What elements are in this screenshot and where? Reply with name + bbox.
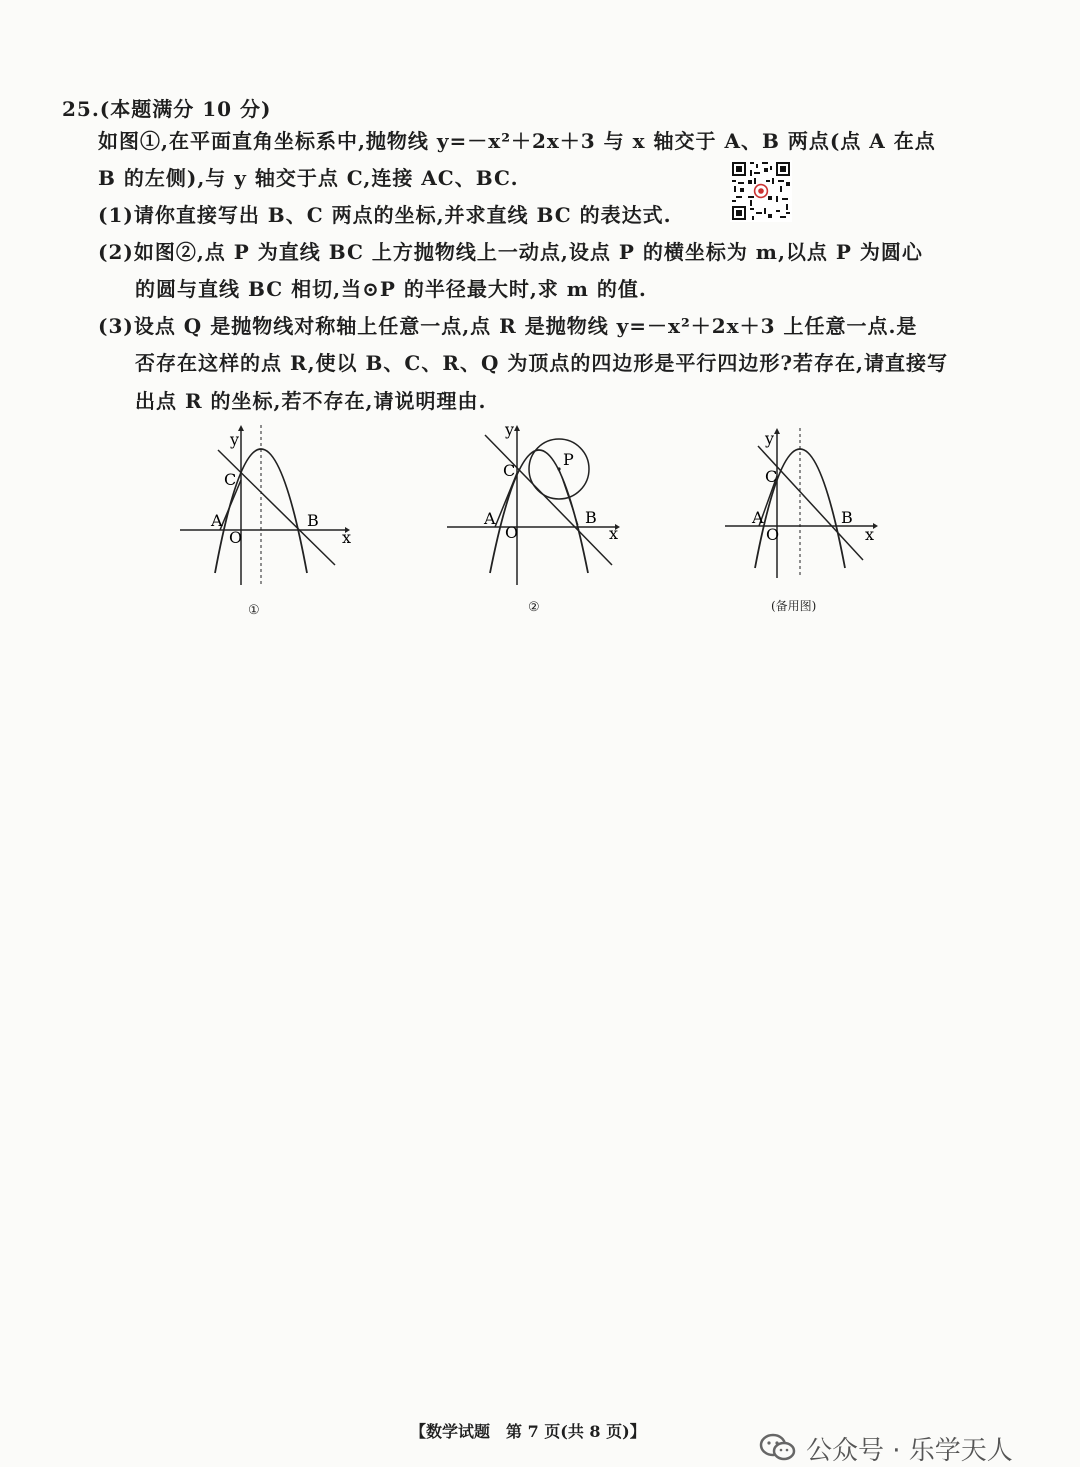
label-y: y bbox=[230, 430, 240, 449]
question-part-1: (1)请你直接写出 B、C 两点的坐标,并求直线 BC 的表达式. bbox=[98, 203, 672, 227]
label-c: C bbox=[224, 470, 237, 489]
label-b: B bbox=[307, 511, 319, 530]
watermark-text: 公众号 · 乐学天人 bbox=[806, 1436, 1013, 1466]
label-p: P bbox=[563, 450, 574, 469]
radius-line bbox=[559, 469, 578, 525]
page-footer: 【数学试题 第 7 页(共 8 页)】 bbox=[410, 1422, 646, 1441]
figure-2 bbox=[447, 420, 622, 585]
label-y: y bbox=[505, 420, 515, 439]
wechat-icon bbox=[758, 1432, 798, 1462]
label-o: O bbox=[229, 528, 243, 547]
label-o: O bbox=[766, 525, 780, 544]
label-o: O bbox=[505, 523, 519, 542]
line-ac bbox=[495, 473, 517, 527]
question-header: 25.(本题满分 10 分) bbox=[62, 97, 272, 121]
label-a: A bbox=[211, 511, 223, 530]
label-c: C bbox=[765, 467, 778, 486]
figure-1 bbox=[180, 425, 350, 585]
question-intro-line-1: 如图①,在平面直角坐标系中,抛物线 y=－x²＋2x＋3 与 x 轴交于 A、B 两点(点 A 在点 bbox=[98, 129, 936, 153]
line-bc bbox=[218, 450, 335, 565]
label-b: B bbox=[585, 508, 597, 527]
question-part-3-line-3: 出点 R 的坐标,若不存在,请说明理由. bbox=[135, 389, 487, 413]
label-c: C bbox=[503, 461, 516, 480]
question-part-2-line-1: (2)如图②,点 P 为直线 BC 上方抛物线上一动点,设点 P 的横坐标为 m,以点 P 为圆心 bbox=[98, 240, 923, 264]
label-a: A bbox=[484, 509, 496, 528]
label-x: x bbox=[342, 528, 352, 547]
qr-code-icon[interactable] bbox=[730, 160, 792, 222]
question-intro-line-2: B 的左侧),与 y 轴交于点 C,连接 AC、BC. bbox=[98, 166, 519, 190]
question-part-2-line-2: 的圆与直线 BC 相切,当⊙P 的半径最大时,求 m 的值. bbox=[135, 277, 647, 301]
label-x: x bbox=[609, 524, 619, 543]
figure-1-caption: ① bbox=[248, 603, 260, 618]
question-part-3-line-1: (3)设点 Q 是抛物线对称轴上任意一点,点 R 是抛物线 y=－x²＋2x＋3 上任意一点.是 bbox=[98, 314, 918, 338]
figure-3 bbox=[725, 428, 880, 583]
question-part-3-line-2: 否存在这样的点 R,使以 B、C、R、Q 为顶点的四边形是平行四边形?若存在,请直接写 bbox=[135, 351, 949, 375]
label-x: x bbox=[865, 525, 875, 544]
figure-3-caption: (备用图) bbox=[771, 599, 817, 613]
figure-2-caption: ② bbox=[528, 600, 540, 615]
label-a: A bbox=[752, 508, 764, 527]
label-y: y bbox=[765, 429, 775, 448]
label-b: B bbox=[841, 508, 853, 527]
